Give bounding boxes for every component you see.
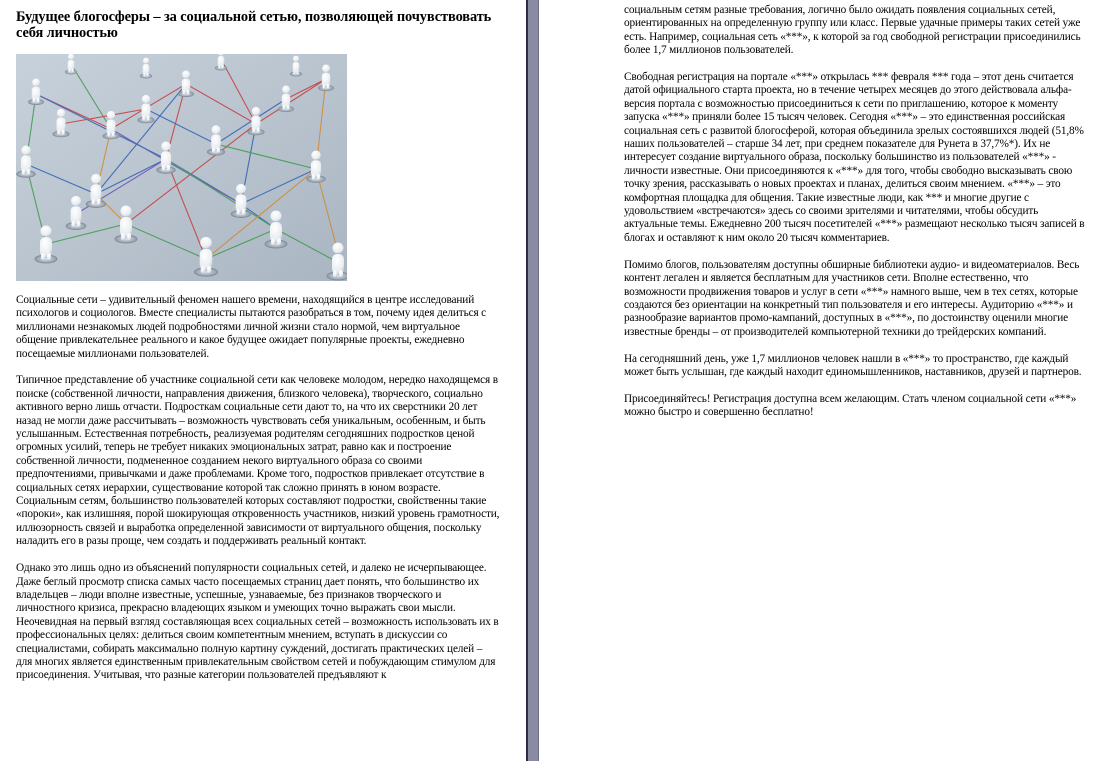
left-paragraph-3: Однако это лишь одно из объяснений популярности социальных сетей, и далеко не исчерпывающее. Даже беглый просмотр списка самых часто посещаемых страниц дает понять, что большинство их владельцев – люди вполне известные, успешные, узнаваемые, без признаков творческого и личностного кризиса, прекрасно владеющих языком и умеющих точно выражать свои мысли. Неочевидная на первый взгляд составляющая всех социальных сетей – возможность использовать их в профессиональных целях: делиться своим компетентным мнением, вступать в дискуссии со специалистами, собирать максимально полную картину суждений, достигать практических целей – для многих является единственным привлекательным свойством сетей и побуждающим стимулом для присоединения. Учитывая, что разные категории пользователей предъявляют к [16,562,499,682]
page-gutter [526,0,539,761]
left-paragraph-2: Типичное представление об участнике социальной сети как человеке молодом, нередко находящемся в поиске (собственной личности, направления движения, близкого человека), творческого, социально активного верно лишь отчасти. Подросткам социальные сети дают то, на что их сверстники 20 лет назад не могли даже рассчитывать – возможность чувствовать себя уникальным, особенным, и быть услышанным. Естественная потребность, реализуемая родителям сегодняшних подростков ценой огромных усилий, теперь не требует никаких эмоциональных затрат, равно как и построение собственной личности, подмененное созданием некого виртуального образа со своими предпочтениями, привычками и даже проблемами. Кроме того, подростков привлекает отсутствие в социальных сетях иерархии, существование которой так сложно принять в юном возрасте. Социальным сетям, большинство пользователей которых составляют подростки, свойственны такие «пороки», как излишняя, порой шокирующая откровенность участников, низкий уровень грамотности, иллюзорность связей и выработка определенной зависимости от виртуального общения, поскольку наладить его в разы проще, чем создать и поддерживать реальный контакт. [16,374,500,548]
left-page [0,0,526,761]
right-page [539,0,1111,761]
article-title: Будущее блогосферы – за социальной сетью, позволяющей почувствовать себя личностью [16,9,492,41]
social-network-photo [16,54,347,281]
right-paragraph-5: Присоединяйтесь! Регистрация доступна всем желающим. Стать членом социальной сети «***» можно быстро и совершенно бесплатно! [624,392,1077,419]
right-paragraph-1: социальным сетям разные требования, логично было ожидать появления социальных сетей, ориентированных на определенную группу или класс. Первые удачные примеры таких сетей уже есть. Например, социальная сеть «***», к которой за год свободной регистрации присоединились более 1,7 миллионов пользователей. [624,4,1081,57]
right-paragraph-2: Свободная регистрация на портале «***» открылась *** февраля *** года – этот день считается датой официального старта проекта, но в течение четырех месяцев до этого действовала альфа-версия портала с возможностью присоединиться к сети по приглашению, которое к моменту запуска «***» приняли более 15 тысяч человек. Сегодня «***» – это единственная российская социальная сеть с развитой блогосферой, которая объединила зрелых состоявшихся людей (51,8% наших пользователей – старше 34 лет, при среднем показателе для Рунета в 37,7%*). Их не интересует создание виртуального образа, поскольку большинство из пользователей «***» - личности известные. Они присоединяются к «***» для того, чтобы свободно высказывать свою точку зрения, рассказывать о новых проектах и планах, делиться своим мнением. «***» – это комфортная площадка для общения. Такие известные люди, как *** и многие другие с удовольствием «встречаются» здесь со своими зрителями и читателями, чтобы обсудить актуальные темы. Ежедневно 200 тысяч посетителей «***» размещают несколько тысяч записей в блогах и оставляют к ним около 20 тысяч комментариев. [624,71,1085,244]
right-paragraph-3: Помимо блогов, пользователям доступны обширные библиотеки аудио- и видеоматериалов. Весь контент легален и является бесплатным для участников сети. Вполне естественно, что возможности продвижения товаров и услуг в сети «***» намного выше, чем в тех сетях, которые создаются без ориентации на конкретный тип пользователя и его интересы. Аудиторию «***» и разнообразие вариантов промо-кампаний, доступных в «***», по достоинству оценили многие известные бренды – от производителей компьютерной техники до трейдерских компаний. [624,258,1080,338]
left-paragraph-1: Социальные сети – удивительный феномен нашего времени, находящийся в центре исследований психологов и социологов. Вместе специалисты пытаются разобраться в том, почему идея делиться с миллионами незнакомых людей подробностями личной жизни стало нормой, чем виртуальное общение привлекательнее реального и какое будущее ожидает популярные проекты, ежедневно посещаемые миллионами пользователей. [16,294,487,360]
right-paragraph-4: На сегодняшний день, уже 1,7 миллионов человек нашли в «***» то пространство, где каждый может быть услышан, где каждый находит единомышленников, наставников, друзей и партнеров. [624,352,1082,378]
